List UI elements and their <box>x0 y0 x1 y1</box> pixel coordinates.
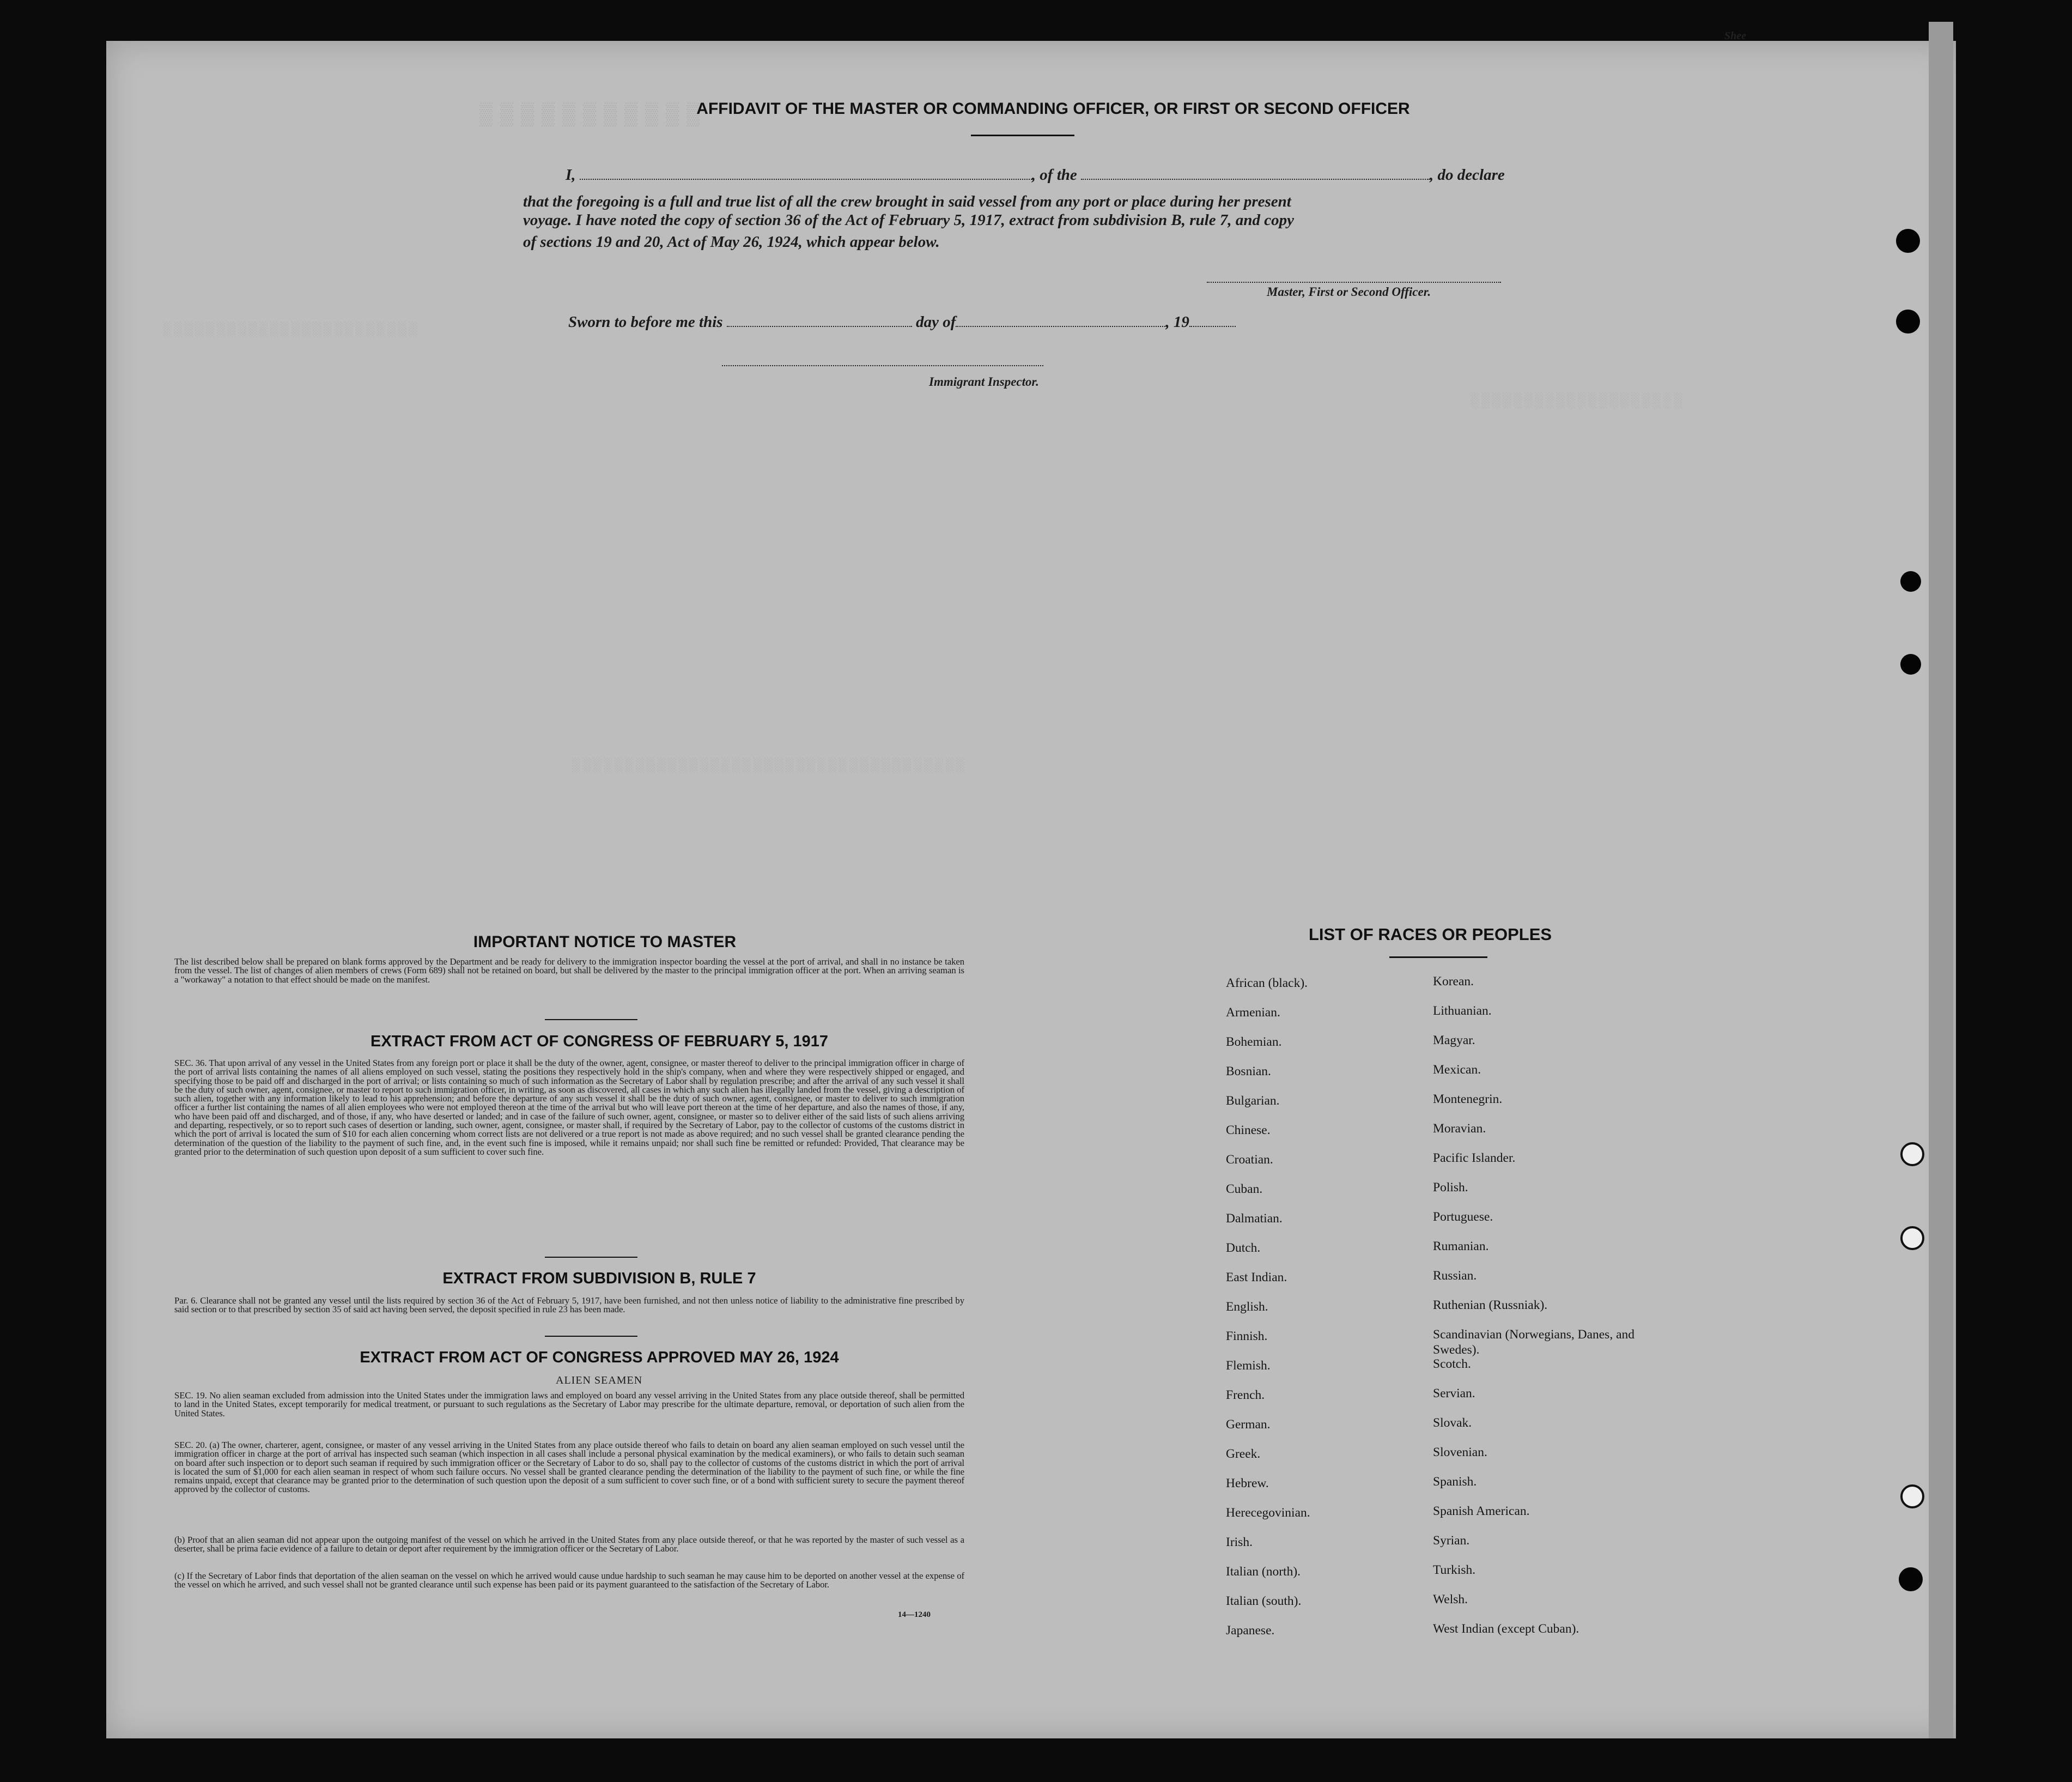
binder-hole-5 <box>1900 1142 1924 1166</box>
notice-body: The list described below shall be prepared on blank forms approved by the Department and be ready for delivery to the immigration inspector boarding the vessel at the port of arrival, and shall in no instance be taken from the vessel. The list of changes of alien members of crews (Form 689) shall not be retained on board, but shall be delivered by the master to the principal immigration officer at the port. When an arriving seaman is a "workaway" a notation to that effect should be made on the manifest. <box>174 956 964 985</box>
sworn-prefix: Sworn to before me this <box>568 313 723 331</box>
extract-1924-sec20c: (c) If the Secretary of Labor finds that deportation of the alien seaman on the vessel on which he arrived would cause undue hardship to such seaman he may cause him to be deported on another vessel at the expense of the vessel on which he arrived, and such vessel shall not be granted clearance until such expense has been paid or its payment guaranteed to the satisfaction of the Secretary of Labor. <box>174 1571 964 1590</box>
race-right-item-3: Magyar. <box>1433 1033 1475 1047</box>
race-right-item-1: Korean. <box>1433 974 1474 989</box>
underlying-sheet-edge <box>1929 22 1953 1738</box>
bleed-through-ghost-4: ░░░░░░░░░░░░░░░░░░░░░░░░░░░░░░░░░░░░░ <box>572 757 968 774</box>
binder-hole-2 <box>1896 310 1920 334</box>
race-right-item-11: Russian. <box>1433 1269 1477 1283</box>
races-title: LIST OF RACES OR PEOPLES <box>1308 925 1552 944</box>
bleed-through-ghost-3: ░░░░░░░░░░░░░░░░░░░░ <box>1471 392 1685 409</box>
extract-1917-title: EXTRACT FROM ACT OF CONGRESS OF FEBRUARY 5, 1917 <box>370 1033 829 1050</box>
races-title-rule <box>1389 956 1487 958</box>
inspector-signature-label: Immigrant Inspector. <box>929 375 1039 389</box>
binder-hole-3 <box>1900 571 1921 592</box>
race-left-item-13: Finnish. <box>1226 1329 1268 1343</box>
sworn-month-blank[interactable] <box>956 315 1165 327</box>
sworn-day-of: day of <box>916 313 956 331</box>
bleed-through-ghost-1: ▒▒▒▒▒▒▒▒▒▒▒ <box>479 104 708 128</box>
race-left-item-21: Italian (north). <box>1226 1565 1301 1579</box>
race-right-item-4: Mexican. <box>1433 1063 1481 1077</box>
race-left-item-17: Greek. <box>1226 1447 1261 1461</box>
affidavit-declare: , do declare <box>1430 166 1505 184</box>
race-right-item-5: Montenegrin. <box>1433 1092 1503 1106</box>
binder-hole-4 <box>1900 654 1921 675</box>
race-right-item-23: West Indian (except Cuban). <box>1433 1622 1579 1636</box>
race-left-item-23: Japanese. <box>1226 1623 1275 1638</box>
race-left-item-20: Irish. <box>1226 1535 1253 1549</box>
inspector-signature-line[interactable] <box>722 364 1043 366</box>
bleed-through-ghost-2: ░░░░░░░░░░░░░░░░░░░░░░░░ <box>163 322 420 338</box>
race-left-item-4: Bosnian. <box>1226 1064 1271 1078</box>
sworn-date-blank[interactable] <box>727 315 912 327</box>
binder-hole-7 <box>1900 1484 1924 1508</box>
race-left-item-18: Hebrew. <box>1226 1476 1269 1490</box>
extract-rule7-par6: Par. 6. Clearance shall not be granted any vessel until the lists required by section 36 of the Act of February 5, 1917, have been furnished, and not then unless notice of liability to the administrative fine prescribed by said section or to that prescribed by section 35 of said act having been served, the deposit specified in rule 23 has been made. <box>174 1295 964 1315</box>
race-left-item-19: Herecegovinian. <box>1226 1506 1310 1520</box>
extract-1924-sec20a: SEC. 20. (a) The owner, charterer, agent, consignee, or master of any vessel arriving in the United States from any place outside thereof who fails to detain on board any alien seaman employed on such vessel until the immigration officer in charge at the port of arrival has inspected such seaman (which inspection in all cases shall include a personal physical examination by the medical examiners), or who fails to detain such seaman on board after such inspection or to deport such seaman if required by such immigration officer or the Secretary of Labor to do so, shall pay to the collector of customs of the customs district in which the port of arrival is located the sum of $1,000 for each alien seaman in respect of whom such failure occurs. No vessel shall be granted clearance pending the determination of the liability to the payment of such fine, or while the fine remains unpaid, except that clearance may be granted prior to the determination of such question upon the deposit of a sum sufficient to cover such fine, or of a bond with sufficient surety to secure the payment thereof approved by the collector of customs. <box>174 1440 964 1495</box>
race-left-item-12: English. <box>1226 1300 1268 1314</box>
sworn-year: , 19 <box>1165 313 1189 331</box>
race-right-item-9: Portuguese. <box>1433 1210 1493 1224</box>
race-right-item-16: Slovak. <box>1433 1416 1472 1430</box>
affidavit-title-rule <box>971 135 1074 136</box>
race-right-item-13: Scandinavian (Norwegians, Danes, and Swedes). <box>1433 1328 1635 1357</box>
race-left-item-22: Italian (south). <box>1226 1594 1302 1608</box>
notice-title: IMPORTANT NOTICE TO MASTER <box>473 933 737 951</box>
races-right-column <box>1433 974 1667 1651</box>
binder-hole-8 <box>1899 1567 1923 1591</box>
race-left-item-16: German. <box>1226 1417 1271 1432</box>
affidavit-title: AFFIDAVIT OF THE MASTER OR COMMANDING OFFICER, OR FIRST OR SECOND OFFICER <box>696 100 1410 118</box>
race-left-item-9: Dalmatian. <box>1226 1211 1283 1226</box>
race-right-item-15: Servian. <box>1433 1386 1475 1401</box>
race-left-item-15: French. <box>1226 1388 1265 1402</box>
affidavit-line-2: that the foregoing is a full and true list of all the crew brought in said vessel from any port or place during her present <box>523 193 1291 210</box>
race-left-item-5: Bulgarian. <box>1226 1094 1280 1108</box>
race-right-item-14: Scotch. <box>1433 1357 1471 1371</box>
vessel-name-blank[interactable] <box>1081 168 1430 180</box>
extract-rule7-title: EXTRACT FROM SUBDIVISION B, RULE 7 <box>442 1270 756 1287</box>
sworn-year-blank[interactable] <box>1189 315 1236 327</box>
affidavit-line-3: voyage. I have noted the copy of section 36 of the Act of February 5, 1917, extract from subdivision B, rule 7, and copy <box>523 211 1294 229</box>
extract-rule7-rule <box>545 1336 637 1337</box>
affidavit-line-4: of sections 19 and 20, Act of May 26, 1924, which appear below. <box>523 233 940 251</box>
race-right-item-19: Spanish American. <box>1433 1504 1530 1518</box>
alien-seamen-subtitle: ALIEN SEAMEN <box>556 1374 643 1386</box>
master-signature-line[interactable] <box>1207 281 1501 283</box>
race-right-item-18: Spanish. <box>1433 1475 1477 1489</box>
race-left-item-14: Flemish. <box>1226 1359 1271 1373</box>
race-left-item-8: Cuban. <box>1226 1182 1263 1196</box>
extract-1924-title: EXTRACT FROM ACT OF CONGRESS APPROVED MAY 26, 1924 <box>360 1349 839 1366</box>
extract-1917-rule <box>545 1257 637 1258</box>
notice-rule <box>545 1019 637 1020</box>
extract-1924-sec20b: (b) Proof that an alien seaman did not appear upon the outgoing manifest of the vessel on which he arrived in the United States from any place outside thereof, or that he was reported by the master of such vessel as a deserter, shall be prima facie evidence of a failure to detain or deport after requirement by the immigration officer or the Secretary of Labor. <box>174 1535 964 1554</box>
race-left-item-11: East Indian. <box>1226 1270 1287 1284</box>
affidavit-of-the: , of the <box>1031 166 1077 184</box>
affidavit-declaration-line <box>566 166 1505 184</box>
sworn-line <box>568 313 1236 331</box>
binder-hole-1 <box>1896 229 1920 253</box>
form-number: 14—1240 <box>898 1610 931 1619</box>
master-name-blank[interactable] <box>580 168 1032 180</box>
race-left-item-1: African (black). <box>1226 976 1308 990</box>
race-left-item-3: Bohemian. <box>1226 1035 1282 1049</box>
extract-1917-sec36: SEC. 36. That upon arrival of any vessel in the United States from any foreign port or place it shall be the duty of the owner, agent, consignee, or master thereof to deliver to the principal immigration officer in charge of the port of arrival lists containing the names of all aliens employed on such vessel, stating the positions they respectively hold in the ship's company, when and where they were respectively shipped or engaged, and specifying those to be paid off and discharged in the port of arrival; or lists containing so much of such information as the Secretary of Labor shall by regulation prescribe; and after the arrival of any such vessel it shall be the duty of such owner, agent, consignee, or master to report to such immigration officer, in writing, as soon as discovered, all cases in which any such alien has illegally landed from the vessel, giving a description of such alien, together with any information likely to lead to his apprehension; and before the departure of any such vessel it shall be the duty of such owner, agent, consignee, or master to deliver to such immigration officer a further list containing the names of all alien employees who were not employed thereon at the time of the arrival but who will leave port thereon at the time of her departure, and also the names of those, if any, who have been paid off and discharged, and of those, if any, who have deserted or landed; and in case of the failure of such owner, agent, consignee, or master so to deliver either of the said lists of such aliens arriving and departing, respectively, or so to report such cases of desertion or landing, such owner, agent, consignee, or master shall, if required by the Secretary of Labor, pay to the collector of customs of the customs district in which the port of arrival is located the sum of $10 for each alien concerning whom correct lists are not delivered or a true report is not made as above required; and no such vessel shall be granted clearance pending the determination of the question of the liability to the payment of such fine, and, in the event such fine is imposed, while it remains unpaid; nor shall such fine be remitted or refunded: Provided, That clearance may be granted prior to the determination of such question upon deposit of a sum sufficient to cover such fine. <box>174 1058 964 1157</box>
race-right-item-12: Ruthenian (Russniak). <box>1433 1298 1548 1312</box>
race-right-item-22: Welsh. <box>1433 1592 1468 1607</box>
race-left-item-2: Armenian. <box>1226 1005 1280 1020</box>
race-right-item-17: Slovenian. <box>1433 1445 1487 1459</box>
sheet-label: Shee <box>1724 30 1746 42</box>
race-right-item-7: Pacific Islander. <box>1433 1151 1516 1165</box>
race-right-item-10: Rumanian. <box>1433 1239 1489 1253</box>
race-left-item-6: Chinese. <box>1226 1123 1271 1137</box>
race-right-item-21: Turkish. <box>1433 1563 1476 1577</box>
affidavit-i: I, <box>566 166 576 184</box>
race-right-item-6: Moravian. <box>1433 1122 1486 1136</box>
race-right-item-20: Syrian. <box>1433 1534 1470 1548</box>
binder-hole-6 <box>1900 1226 1924 1250</box>
race-left-item-7: Croatian. <box>1226 1153 1273 1167</box>
extract-1924-sec19: SEC. 19. No alien seaman excluded from admission into the United States under the immigration laws and employed on board any vessel arriving in the United States from any place outside thereof, shall be permitted to land in the United States, except temporarily for medical treatment, or pursuant to such regulations as the Secretary of Labor may prescribe for the ultimate departure, removal, or deportation of such alien from the United States. <box>174 1390 964 1419</box>
master-signature-label: Master, First or Second Officer. <box>1267 285 1431 299</box>
race-right-item-2: Lithuanian. <box>1433 1004 1492 1018</box>
race-right-item-8: Polish. <box>1433 1180 1468 1195</box>
race-left-item-10: Dutch. <box>1226 1241 1261 1255</box>
